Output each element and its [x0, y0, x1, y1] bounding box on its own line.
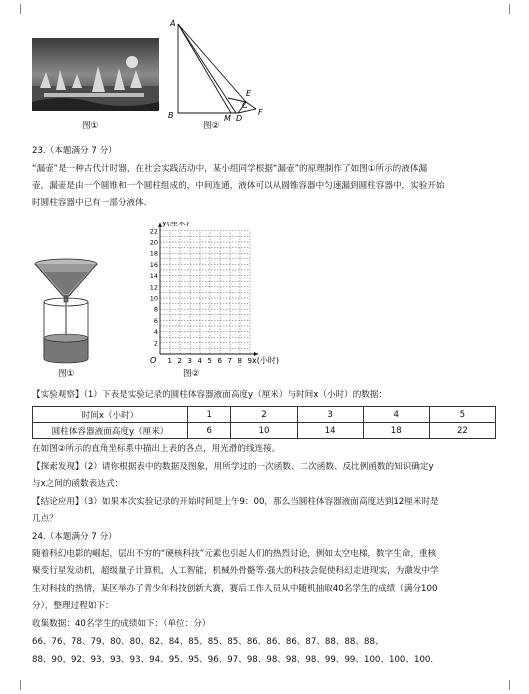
q23-intro-line-1: “漏壶”是一种古代计时器，在社会实践活动中，某小组同学根据“漏壶”的原理制作了如图①所示的液体漏	[32, 164, 428, 174]
data-table	[32, 406, 496, 439]
point-b-label: B	[168, 111, 174, 120]
coordinate-grid	[140, 222, 290, 370]
x-tick-label: 2	[177, 357, 182, 365]
x-cell-2: 2	[231, 407, 297, 423]
q23-observe-text: 【实验观察】（1）下表是实验记录的圆柱体容器液面高度y（厘米）与时间x（小时）的数据：	[32, 390, 388, 400]
point-a-label: A	[170, 19, 176, 28]
x-tick-label: 9	[247, 357, 252, 365]
q24-line-3: 生对科技的热情，某区举办了青少年科技创新大赛，赛后工作人员从中随机抽取40名学生的成绩（满分100	[32, 584, 438, 594]
y-cell-5: 22	[429, 423, 495, 439]
table-row	[33, 407, 496, 423]
x-tick-label: 7	[227, 357, 232, 365]
x-tick-label: 6	[217, 357, 222, 365]
row1-header: 时间x（小时）	[33, 407, 188, 423]
q23-explore-line-1: 【探索发现】（2）请你根据表中的数据及图象，用所学过的一次函数、二次函数、反比例函数的知识确定y	[32, 462, 434, 472]
q23-apply-line-1: 【结论应用】（3）如果本次实验记录的开始时间是上午9：00，那么当圆柱体容器液面高度达到12厘米时是	[32, 497, 439, 507]
point-c-label: C	[242, 101, 248, 110]
y-tick-label: 2	[153, 339, 158, 348]
q23-after-table: 在如图②所示的直角坐标系中描出上表的各点，用光滑的线连接。	[32, 444, 281, 454]
q24-line-4: 分），整理过程如下：	[32, 601, 114, 611]
q23-explore-line-2: 与x之间的函数表达式：	[32, 479, 124, 489]
x-tick-label: 4	[197, 357, 202, 365]
y-axis-label: y(厘米)	[162, 222, 189, 227]
point-m-label: M	[224, 114, 231, 122]
top-fig1-caption: 图①	[82, 121, 99, 131]
x-cell-5: 5	[429, 407, 495, 423]
x-tick-label: 8	[237, 357, 242, 365]
row2-header: 圆柱体容器液面高度y（厘米）	[33, 423, 188, 439]
table-row	[33, 423, 496, 439]
q24-line-2: 聚变行星发动机，超级量子计算机，人工智能，机械外骨骼等.强大的科技会促使科幻走进现实，为激发中学	[32, 566, 439, 576]
crop-mark-bottom-left	[10, 680, 21, 690]
y-cell-2: 10	[231, 423, 297, 439]
q23-fig1-caption: 图①	[58, 369, 75, 379]
q23-fig2-caption: 图②	[183, 369, 200, 379]
x-cell-4: 4	[363, 407, 429, 423]
q24-line-6: 66、76、78、79、80、80、82、84、85、85、85、86、86、86、87、88、88、88、	[32, 637, 384, 647]
y-cell-3: 14	[297, 423, 363, 439]
y-tick-label: 8	[153, 305, 158, 314]
q23-intro-line-2: 壶，漏壶是由一个圆锥和一个圆柱组成的，中间连通，液体可以从圆锥容器中匀速漏到圆柱容器中，实验开始	[32, 181, 445, 191]
point-f-label: F	[258, 108, 263, 117]
x-cell-3: 3	[297, 407, 363, 423]
q24-line-1: 随着科幻电影的崛起，层出不穷的“硬核科技”元素也引起人们的热烈讨论，例如太空电梯，数字生命，重核	[32, 549, 437, 559]
y-tick-label: 10	[149, 294, 158, 303]
y-tick-label: 22	[149, 227, 158, 236]
geometry-figure	[162, 16, 272, 122]
clepsydra-illustration	[30, 256, 102, 368]
historic-photo	[32, 38, 159, 111]
origin-label: O	[150, 356, 157, 365]
y-tick-label: 14	[149, 272, 158, 281]
point-d-label: D	[236, 114, 243, 122]
crop-mark-top-right	[509, 4, 520, 14]
crop-mark-bottom-right	[509, 680, 520, 690]
y-cell-1: 6	[188, 423, 231, 439]
top-fig2-caption: 图②	[203, 121, 220, 131]
x-tick-label: 5	[207, 357, 212, 365]
x-tick-label: 1	[167, 357, 172, 365]
y-tick-label: 6	[153, 316, 158, 325]
q24-heading: 24.（本题满分 7 分）	[32, 532, 117, 542]
q24-line-7: 88、90、92、93、93、93、94、95、95、96、97、98、98、98、98、99、99、100、100、100.	[32, 655, 434, 665]
crop-mark-top-left	[10, 4, 21, 14]
x-tick-label: 3	[187, 357, 192, 365]
y-tick-label: 20	[149, 238, 158, 247]
y-cell-4: 18	[363, 423, 429, 439]
q23-apply-line-2: 几点？	[32, 514, 58, 524]
x-axis-label: x(小时)	[252, 356, 279, 365]
q23-heading: 23.（本题满分 7 分）	[32, 146, 117, 156]
q24-line-5: 收集数据：40名学生的成绩如下：（单位：分）	[32, 619, 211, 629]
y-tick-label: 16	[149, 260, 158, 269]
y-tick-label: 18	[149, 249, 158, 258]
q23-intro-line-3: 时圆柱容器中已有一部分液体.	[32, 198, 147, 208]
point-e-label: E	[246, 89, 252, 98]
x-cell-1: 1	[188, 407, 231, 423]
y-tick-label: 4	[153, 328, 158, 337]
y-tick-label: 12	[149, 283, 158, 292]
